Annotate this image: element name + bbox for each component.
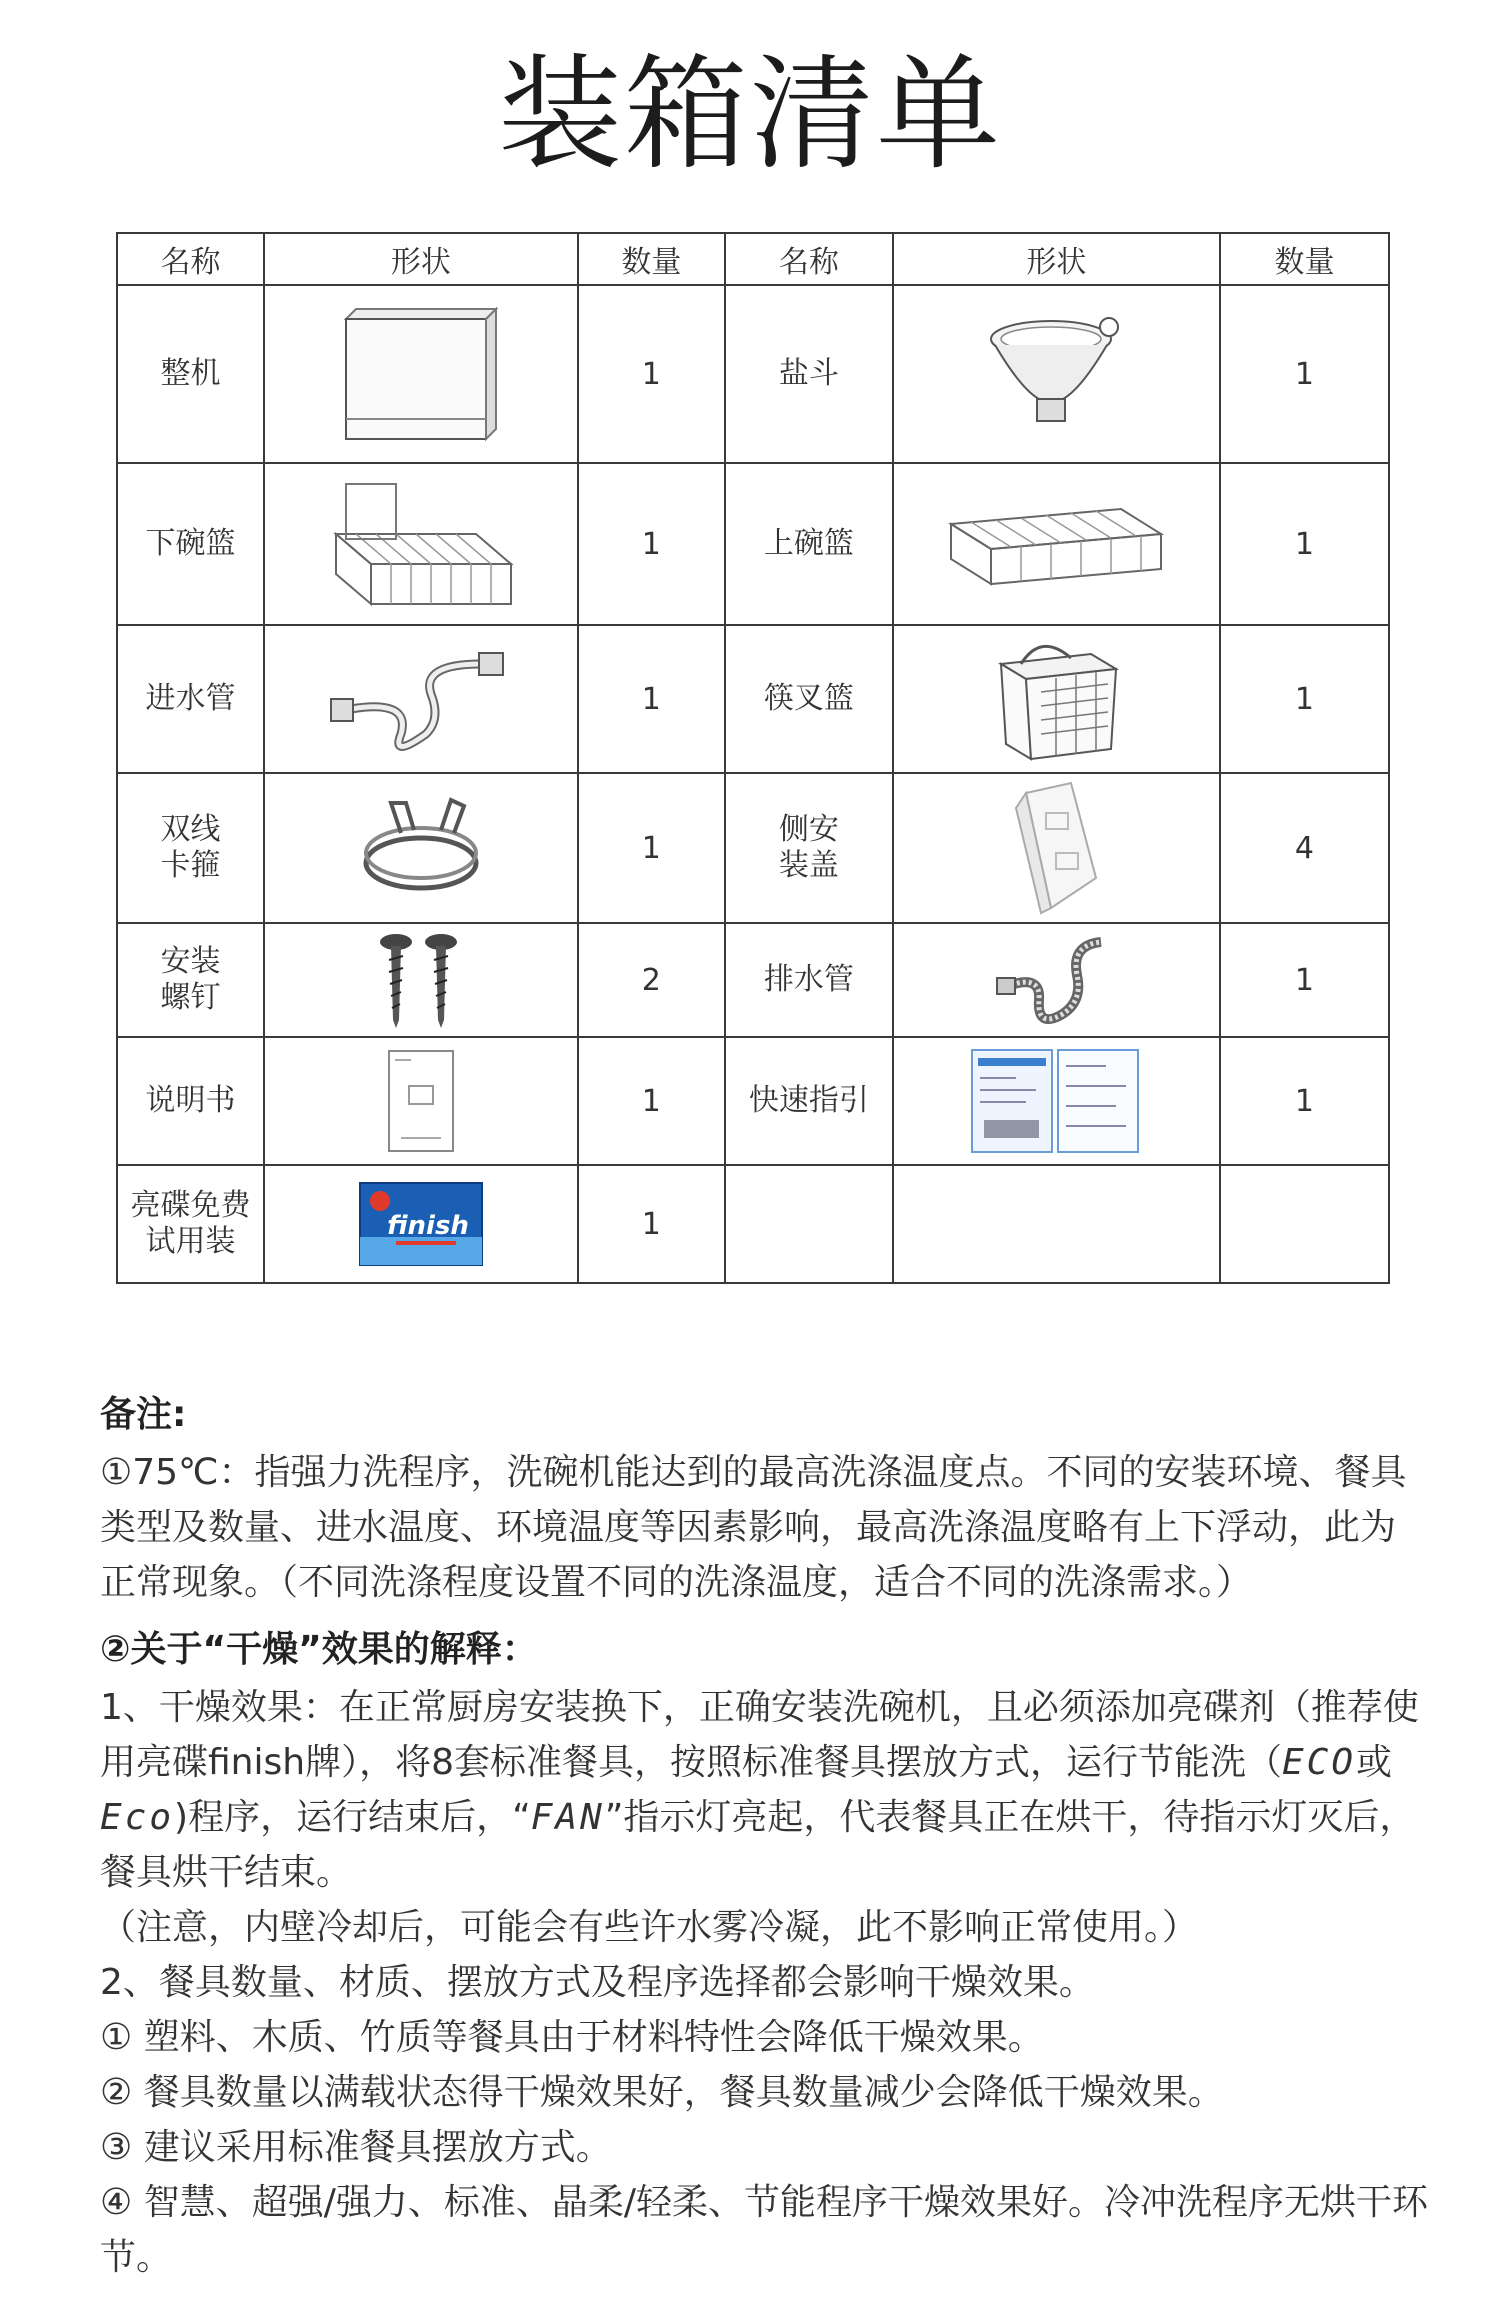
finish-brand-text: finish: [386, 1211, 469, 1241]
page-title: 装箱清单: [497, 43, 1002, 187]
item-qty: 1: [578, 1037, 725, 1165]
item-shape: [264, 625, 578, 773]
note-factors: 2、餐具数量、材质、摆放方式及程序选择都会影响干燥效果。: [100, 1962, 1095, 2003]
note-factor-3: ③ 建议采用标准餐具摆放方式。: [100, 2127, 612, 2168]
table-row: [117, 1037, 1389, 1165]
finish-sample-icon: [356, 1179, 486, 1269]
header-name-right: 名称: [725, 233, 893, 285]
install-screws-icon: [361, 930, 481, 1030]
item-qty: 1: [578, 285, 725, 463]
item-shape-empty: [893, 1165, 1220, 1283]
header-name-left: 名称: [117, 233, 264, 285]
item-qty: 1: [578, 773, 725, 923]
item-qty: 1: [578, 1165, 725, 1283]
item-name: 排水管: [725, 923, 893, 1037]
item-name: 整机: [117, 285, 264, 463]
note-condensation: （注意，内壁冷却后，可能会有些许水雾冷凝，此不影响正常使用。）: [100, 1907, 1199, 1948]
note-factor-2: ② 餐具数量以满载状态得干燥效果好，餐具数量减少会降低干燥效果。: [100, 2072, 1224, 2113]
item-name-empty: [725, 1165, 893, 1283]
item-qty: 1: [1220, 625, 1389, 773]
item-name: 进水管: [117, 625, 264, 773]
note-drying-heading: ②关于“干燥”效果的解释：: [100, 1629, 538, 1670]
lower-basket-icon: [316, 474, 526, 614]
item-shape: [893, 1037, 1220, 1165]
note-temperature: ①75℃：指强力洗程序，洗碗机能达到的最高洗涤温度点。不同的安装环境、餐具类型及数量、进水温度、环境温度等因素影响，最高洗涤温度略有上下浮动，此为正常现象。（不同洗涤程度设置不同的洗涤温度，适合不同的洗涤需求。）: [100, 1452, 1407, 1603]
inlet-hose-icon: [321, 639, 521, 759]
item-qty: 1: [1220, 463, 1389, 625]
note-drying-effect: 1、干燥效果：在正常厨房安装换下，正确安装洗碗机，且必须添加亮碟剂（推荐使用亮碟finish牌），将8套标准餐具，按照标准餐具摆放方式，运行节能洗（ECO或Eco)程序，运行结束后，“FAN”指示灯亮起，代表餐具正在烘干，待指示灯灭后，餐具烘干结束。: [100, 1687, 1419, 1893]
header-qty-right: 数量: [1220, 233, 1389, 285]
item-shape: [893, 625, 1220, 773]
note-factor-4: ④ 智慧、超强/强力、标准、晶柔/轻柔、节能程序干燥效果好。冷冲洗程序无烘干环节。: [100, 2182, 1428, 2278]
header-qty-left: 数量: [578, 233, 725, 285]
item-qty: 1: [578, 463, 725, 625]
item-qty-empty: [1220, 1165, 1389, 1283]
item-name: 安装 螺钉: [117, 923, 264, 1037]
table-row: [117, 285, 1389, 463]
double-wire-clamp-icon: [346, 788, 496, 908]
item-name: 双线 卡箍: [117, 773, 264, 923]
manual-booklet-icon: [381, 1046, 461, 1156]
item-shape: [893, 773, 1220, 923]
item-shape: [264, 1165, 578, 1283]
item-name: 上碗篮: [725, 463, 893, 625]
item-shape: [264, 285, 578, 463]
item-qty: 1: [1220, 285, 1389, 463]
notes-heading: 备注:: [100, 1394, 187, 1435]
item-shape: [264, 923, 578, 1037]
dishwasher-unit-icon: [336, 299, 506, 449]
item-name: 说明书: [117, 1037, 264, 1165]
table-row: [117, 463, 1389, 625]
item-qty: 2: [578, 923, 725, 1037]
salt-funnel-icon: [981, 309, 1131, 439]
notes-section: [100, 1385, 1430, 2285]
table-row: [117, 1165, 1389, 1283]
header-shape-right: 形状: [893, 233, 1220, 285]
table-header-row: [117, 233, 1389, 285]
upper-basket-icon: [941, 484, 1171, 604]
item-qty: 1: [1220, 923, 1389, 1037]
item-shape: [264, 1037, 578, 1165]
cutlery-basket-icon: [981, 634, 1131, 764]
item-qty: 1: [578, 625, 725, 773]
item-name: 下碗篮: [117, 463, 264, 625]
table-row: [117, 773, 1389, 923]
item-name: 快速指引: [725, 1037, 893, 1165]
table-row: [117, 923, 1389, 1037]
item-shape: [264, 773, 578, 923]
table-row: [117, 625, 1389, 773]
item-qty: 1: [1220, 1037, 1389, 1165]
item-name: 盐斗: [725, 285, 893, 463]
item-qty: 4: [1220, 773, 1389, 923]
header-shape-left: 形状: [264, 233, 578, 285]
item-name: 亮碟免费 试用装: [117, 1165, 264, 1283]
drain-hose-icon: [991, 930, 1121, 1030]
side-install-cover-icon: [1001, 778, 1111, 918]
item-shape: [893, 463, 1220, 625]
quick-guide-icon: [966, 1046, 1146, 1156]
item-shape: [893, 285, 1220, 463]
item-shape: [893, 923, 1220, 1037]
item-name: 侧安 装盖: [725, 773, 893, 923]
note-factor-1: ① 塑料、木质、竹质等餐具由于材料特性会降低干燥效果。: [100, 2017, 1044, 2058]
item-shape: [264, 463, 578, 625]
packing-list-table: [116, 232, 1390, 1284]
item-name: 筷叉篮: [725, 625, 893, 773]
